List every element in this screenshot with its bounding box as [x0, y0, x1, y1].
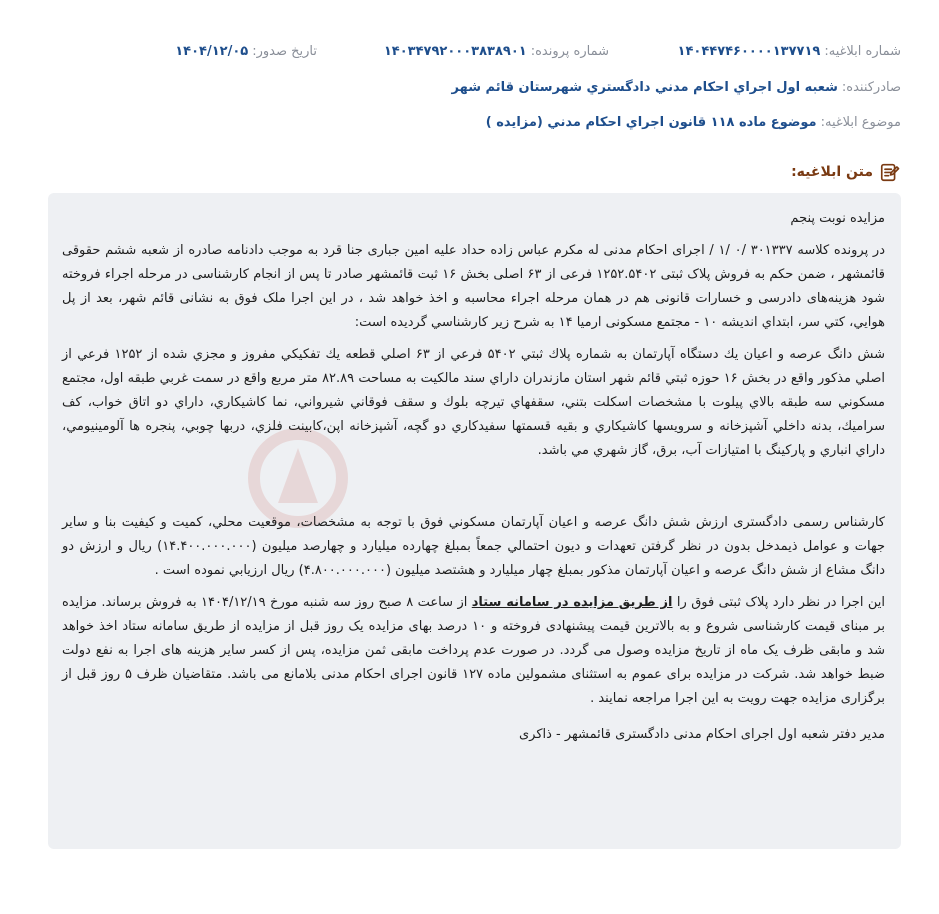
case-number	[384, 44, 609, 59]
notice-number-value: ۱۴۰۴۴۷۴۶۰۰۰۰۱۳۷۷۱۹	[677, 44, 821, 59]
subject-value: موضوع ماده ۱۱۸ قانون اجراي احكام مدني (مزايده )	[485, 115, 817, 130]
issuer-line	[452, 80, 901, 95]
auction-terms-after: از ساعت ۸ صبح روز سه شنبه مورخ ۱۴۰۴/۱۲/۱۹ به فروش برساند. مزایده بر مبنای قیمت کارشناسی شروع و به بالاترین قیمت پیشنهادی فروخته و ۱۰ درصد بهای مزایده یک روز قبل از مزایده از طریق سامانه ستاد اخذ خواهد شد و مابقی ظرف یک ماه از تاریخ مزایده وصول می گردد. در صورت عدم پرداخت مابقی ثمن مزایده، پس از کسر سایر هزینه های اجرا به نفع دولت ضبط خواهد شد. شرکت در مزایده برای عموم به استثنای مشمولین ماده ۱۲۷ قانون اجرای احکام مدنی بلامانع می باشد. متقاضیان ظرف ۵ روز قبل از برگزاری مزایده جهت رویت به این اجرا مراجعه نمایند .	[62, 595, 885, 706]
issue-date-value: ۱۴۰۴/۱۲/۰۵	[175, 44, 249, 59]
notice-text-icon	[879, 161, 901, 183]
auction-terms-before: این اجرا در نظر دارد پلاک ثبتی فوق را	[672, 595, 885, 610]
notice-number	[678, 44, 901, 59]
paragraph-valuation: کارشناس رسمی دادگستری ارزش شش دانگ عرصه و اعيان آپارتمان مسكوني فوق با توجه به مشخصات، موقعيت محلي، كميت و كيفيت بنا و ساير جهات و عوامل ذيمدخل بدون در نظر گرفتن تعهدات و ديون احتمالي جمعاً بمبلغ چهارده ميليارد و چهارصد ميليون (۱۴.۴۰۰.۰۰۰.۰۰۰) ريال و ارزش دو دانگ مشاع از شش دانگ عرصه و اعيان آپارتمان مذكور بمبلغ چهار ميليارد و هشتصد ميليون (۴.۸۰۰.۰۰۰.۰۰۰) ريال ارزيابي نموده است .	[62, 515, 885, 578]
section-title	[791, 160, 901, 184]
notice-meta-row	[38, 44, 901, 66]
notice-number-label: شماره ابلاغیه:	[824, 44, 901, 59]
notice-body	[48, 193, 901, 849]
paragraph-property-description: شش دانگ عرصه و اعيان يك دستگاه آپارتمان به شماره پلاك ثبتي ۵۴۰۲ فرعي از ۶۳ اصلي قطعه يك تفكيكي مفروز و مجزي شده از ۱۲۵۲ فرعي از اصلي مذكور واقع در بخش ۱۶ حوزه ثبتي قائم شهر استان مازندران داراي سند مالكيت به مساحت ۸۲.۸۹ متر مربع واقع در سمت غربي طبقه اول، مجتمع مسكوني سه طبقه بالاي پيلوت با مشخصات اسكلت بتني، سقفهاي تيرچه بلوك و سقف فوقاني شيرواني، نما كاشيكاري، داراي دو اتاق خواب، كف سراميك، بدنه داخلي آشپزخانه و سرويسها كاشيكاري و بقيه قسمتها سفيدكاري دو گچه، آشپزخانه اپن،كابينت فلزي، دربها چوبي، پنجره ها آلومينيومي، داراي انباري و پاركينگ با امتيازات آب، برق، گاز شهري مي باشد.	[62, 347, 885, 458]
notice-heading: مزایده نوبت پنجم	[790, 211, 885, 226]
issuer-label: صادرکننده:	[841, 80, 901, 95]
paragraph-case: در پرونده کلاسه ۳۰۱۳۳۷ /۰ /۱ / اجرای احکام مدنی له مکرم عباس زاده حداد علیه امین جباری جنا قرد به موجب دادنامه صادره از شعبه ششم حقوقی قائمشهر ، ضمن حکم به فروش پلاک ثبتی ۱۲۵۲.۵۴۰۲ فرعی از ۶۳ اصلی بخش ۱۶ ثبت قائمشهر صادر تا پس از انجام کارشناسی در مرحله اجراء فروخته شود هزینه‌های دادرسی و خسارات قانونی هم در همان مرحله اجراء محاسبه و اخذ خواهد شد ، در این اجرا ملک فوق به نشانی قائم شهر، بعد از پل هوایي، كتي سر، ابتداي انديشه ۱۰ - مجتمع مسکونی ارمیا ۱۴ به شرح زیر كارشناسي گرديده است:	[62, 243, 885, 330]
section-title-text: متن ابلاغیه:	[791, 164, 873, 180]
case-number-value: ۱۴۰۳۴۷۹۲۰۰۰۳۸۳۸۹۰۱	[383, 44, 527, 59]
subject-line	[486, 115, 901, 130]
paragraph-auction-terms	[62, 591, 885, 711]
auction-terms-link: از طریق مزایده در سامانه ستاد	[471, 595, 673, 610]
issue-date	[175, 44, 317, 59]
subject-label: موضوع ابلاغیه:	[820, 115, 901, 130]
issue-date-label: تاریخ صدور:	[252, 44, 317, 59]
case-number-label: شماره پرونده:	[530, 44, 609, 59]
issuer-value: شعبه اول اجراي احكام مدني دادگستري شهرستان قائم شهر	[451, 80, 838, 95]
signature: مدیر دفتر شعبه اول اجرای احکام مدنی دادگستری قائمشهر - ذاکری	[518, 727, 885, 742]
